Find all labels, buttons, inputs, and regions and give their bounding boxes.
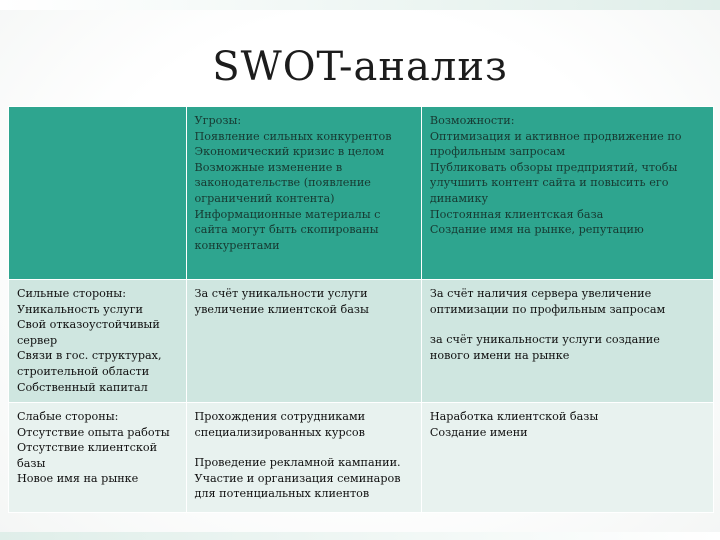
header-row [9, 107, 714, 280]
strengths-line: строительной области [17, 364, 150, 378]
strengths-row [9, 280, 714, 403]
weaknesses-threats-cell [186, 403, 421, 513]
strengths-line: сервер [17, 333, 58, 347]
opportunities-line: профильным запросам [429, 145, 566, 159]
weaknesses-line: базы [17, 456, 46, 470]
strategy-line: Проведение рекламной кампании. [194, 456, 401, 470]
weaknesses-opportunities-cell [421, 403, 713, 513]
opportunities-line: динамику [429, 191, 489, 205]
threats-line: ограничений контента) [194, 191, 335, 205]
threats-line: законодательстве (появление [194, 176, 371, 190]
weaknesses-row [9, 403, 714, 513]
threats-line: Угрозы: [194, 114, 242, 127]
strengths-line: Собственный капитал [17, 380, 148, 394]
opportunities-line: Публиковать обзоры предприятий, чтобы [429, 160, 678, 174]
line-gap [430, 317, 707, 332]
opportunities-header-cell [421, 107, 713, 280]
threats-line: Экономический кризис в целом [194, 145, 385, 159]
opportunities-line: Оптимизация и активное продвижение по [429, 129, 682, 143]
strengths-label-cell [9, 280, 187, 403]
strategy-line: Участие и организация семинаров [194, 471, 401, 485]
top-decor-bar [0, 0, 720, 10]
weaknesses-line: Новое имя на рынке [17, 472, 139, 486]
strengths-threats-cell [186, 280, 421, 403]
threats-line: Возможные изменение в [194, 160, 343, 174]
strengths-line: Сильные стороны: [17, 287, 126, 300]
strengths-line: Уникальность услуги [17, 302, 144, 316]
threats-header-cell [186, 107, 421, 280]
strategy-line: Наработка клиентской базы [429, 410, 599, 423]
slide-title: SWOT-анализ [212, 44, 508, 90]
bottom-decor-bar [0, 532, 720, 540]
weaknesses-line: Отсутствие опыта работы [17, 425, 170, 439]
strategy-line: нового имени на рынке [429, 348, 570, 362]
weaknesses-line: Отсутствие клиентской [17, 441, 158, 455]
empty-corner-cell [9, 107, 187, 280]
opportunities-line: улучшить контент сайта и повысить его [429, 176, 669, 190]
strategy-line: За счёт уникальности услуги [194, 287, 368, 300]
strategy-line: за счёт уникальности услуги создание [429, 333, 660, 347]
threats-line: конкурентами [194, 238, 280, 252]
swot-table [8, 106, 714, 513]
strategy-line: для потенциальных клиентов [194, 487, 370, 501]
opportunities-line: Постоянная клиентская база [429, 207, 604, 221]
threats-line: Появление сильных конкурентов [194, 129, 392, 143]
strategy-line: За счёт наличия сервера увеличение [429, 287, 652, 300]
threats-line: сайта могут быть скопированы [194, 223, 379, 237]
strategy-line: Прохождения сотрудниками [194, 410, 366, 423]
opportunities-line: Возможности: [429, 114, 515, 127]
strategy-line: специализированных курсов [194, 425, 365, 439]
threats-line: Информационные материалы с [194, 207, 381, 221]
strengths-opportunities-cell [421, 280, 713, 403]
strengths-line: Свой отказоустойчивый [17, 318, 160, 332]
opportunities-line: Создание имя на рынке, репутацию [429, 223, 644, 237]
strategy-line: Создание имени [429, 425, 528, 439]
strengths-line: Связи в гос. структурах, [17, 349, 162, 363]
weaknesses-label-cell [9, 403, 187, 513]
weaknesses-line: Слабые стороны: [17, 410, 119, 423]
strategy-line: увеличение клиентской базы [194, 302, 369, 316]
line-gap [195, 440, 415, 455]
strategy-line: оптимизации по профильным запросам [429, 302, 666, 316]
